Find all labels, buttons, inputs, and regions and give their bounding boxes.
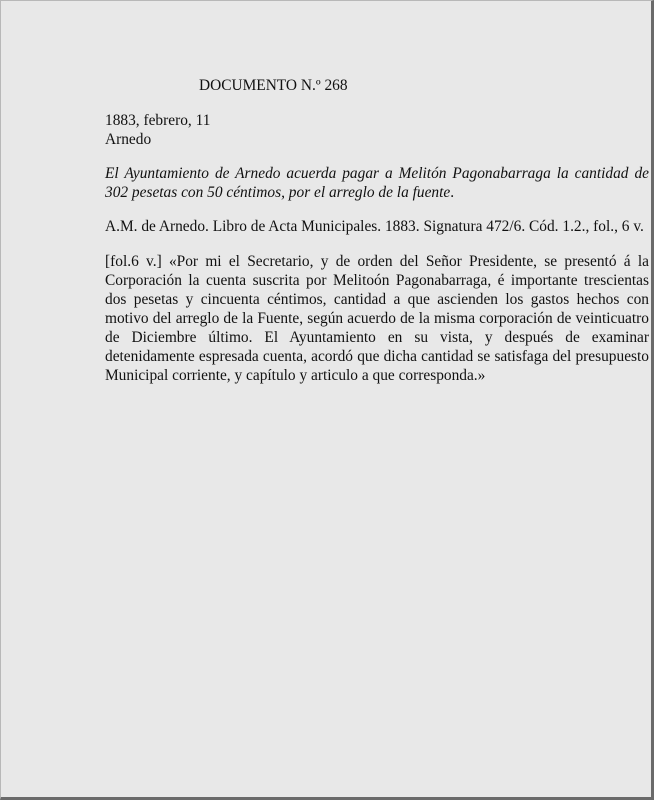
- document-place: Arnedo: [105, 131, 152, 148]
- archival-source: A.M. de Arnedo. Libro de Acta Municipales. 1883. Signatura 472/6. Cód. 1.2., fol., 6 v.: [105, 218, 644, 235]
- date-place-block: [105, 111, 210, 149]
- document-date: 1883, febrero, 11: [105, 112, 211, 129]
- summary-text: El Ayuntamiento de Arnedo acuerda pagar a Melitón Pagonabarraga la cantidad de 302 pesetas con 50 céntimos, por el arreglo de la fuente: [105, 165, 649, 201]
- document-title: DOCUMENTO N.º 268: [199, 77, 348, 94]
- transcription-text: [fol.6 v.] «Por mi el Secretario, y de orden del Señor Presidente, se presentó á la Corporación la cuenta suscrita por Melitoón Pagonabarraga, é importante trescientas dos pesetas y cincuenta céntimos, cantidad a que ascienden los gastos hechos con motivo del arreglo de la Fuente, según acuerdo de la misma corporación de veinticuatro de Diciembre último. El Ayuntamiento en su vista, y después de examinar detenidamente espresada cuenta, acordó que dicha cantidad se satisfaga del presupuesto Municipal corriente, y capítulo y articulo a que corresponda.»: [105, 253, 649, 384]
- document-summary: [105, 164, 649, 202]
- summary-period: .: [450, 184, 455, 201]
